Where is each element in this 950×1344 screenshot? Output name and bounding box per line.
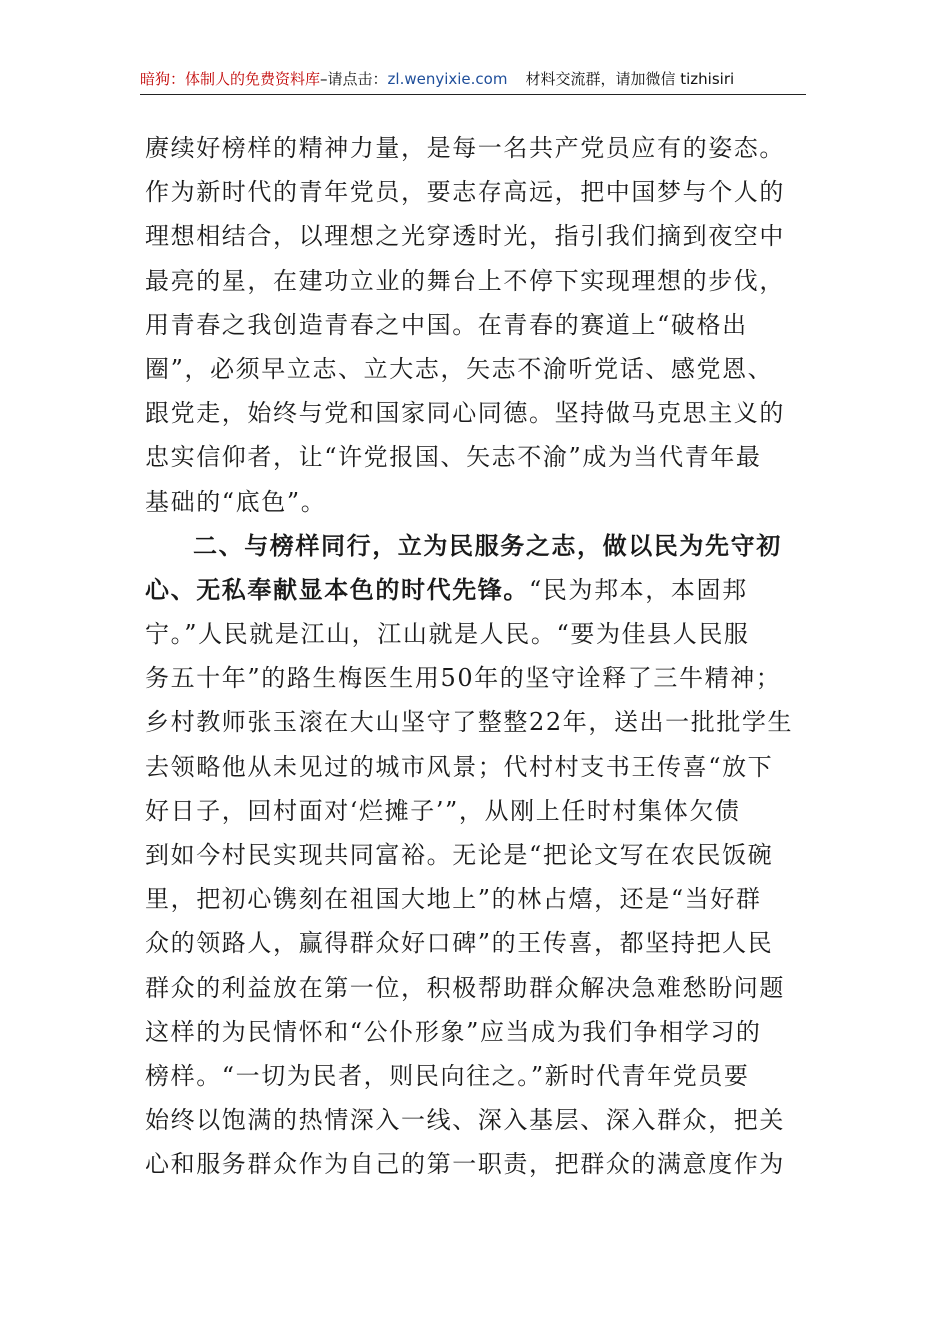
text-line: 心和服务群众作为自己的第一职责，把群众的满意度作为: [145, 1150, 785, 1179]
header-click-label: –请点击：: [320, 70, 388, 88]
text-line: 乡村教师张玉滚在大山坚守了整整22年，送出一批批学生: [145, 708, 794, 737]
text-line: 最亮的星，在建功立业的舞台上不停下实现理想的步伐，: [145, 266, 785, 295]
text-span: “民为邦本，本固邦: [529, 575, 748, 604]
text-line: 用青春之我创造青春之中国。在青春的赛道上“破格出: [145, 310, 748, 339]
text-line: 榜样。“一切为民者，则民向往之。”新时代青年党员要: [145, 1061, 750, 1090]
text-line: 到如今村民实现共同富裕。无论是“把论文写在农民饭碗: [145, 841, 774, 869]
text-line: 赓续好榜样的精神力量，是每一名共产党员应有的姿态。: [145, 134, 785, 162]
text-line: 基础的“底色”。: [145, 487, 327, 516]
text-line: 理想相结合，以理想之光穿透时光，指引我们摘到夜空中: [145, 222, 785, 251]
paragraph-1: [145, 126, 807, 524]
document-body: [145, 126, 807, 1187]
text-line: 跟党走，始终与党和国家同心同德。坚持做马克思主义的: [145, 399, 785, 428]
text-line: [145, 568, 807, 612]
header-brand[interactable]: 暗狗：体制人的免费资料库: [140, 70, 321, 88]
text-line: 圈”，必须早立志、立大志，矢志不渝听党话、感党恩、: [145, 354, 774, 383]
text-line: 忠实信仰者，让“许党报国、矢志不渝”成为当代青年最: [145, 443, 762, 472]
section-heading-continued: 心、无私奉献显本色的时代先锋。: [145, 574, 529, 604]
text-line: 作为新时代的青年党员，要志存高远，把中国梦与个人的: [145, 178, 785, 207]
text-line: 这样的为民情怀和“公仆形象”应当成为我们争相学习的: [145, 1017, 762, 1046]
text-line: 好日子，回村面对‘烂摊子’”，从刚上任时村集体欠债: [145, 796, 741, 825]
text-line: 群众的利益放在第一位，积极帮助群众解决急难愁盼问题: [145, 973, 785, 1002]
paragraph-2: [145, 524, 807, 1187]
text-line: 务五十年”的路生梅医生用50年的坚守诠释了三牛精神；: [145, 664, 782, 693]
page-header: [140, 64, 806, 95]
header-group-text: 材料交流群，请加微信 tizhisiri: [525, 70, 735, 88]
text-line: 宁。”人民就是江山，江山就是人民。“要为佳县人民服: [145, 620, 750, 649]
header-url-link[interactable]: zl.wenyixie.com: [387, 70, 508, 88]
text-line: 始终以饱满的热情深入一线、深入基层、深入群众，把关: [145, 1106, 785, 1135]
text-line: 众的领路人，赢得群众好口碑”的王传喜，都坚持把人民: [145, 929, 774, 958]
text-line: 去领略他从未见过的城市风景；代村村支书王传喜“放下: [145, 752, 774, 781]
text-line: 里，把初心镌刻在祖国大地上”的林占熺，还是“当好群: [145, 885, 762, 914]
section-heading: 二、与榜样同行，立为民服务之志，做以民为先守初: [193, 530, 782, 560]
